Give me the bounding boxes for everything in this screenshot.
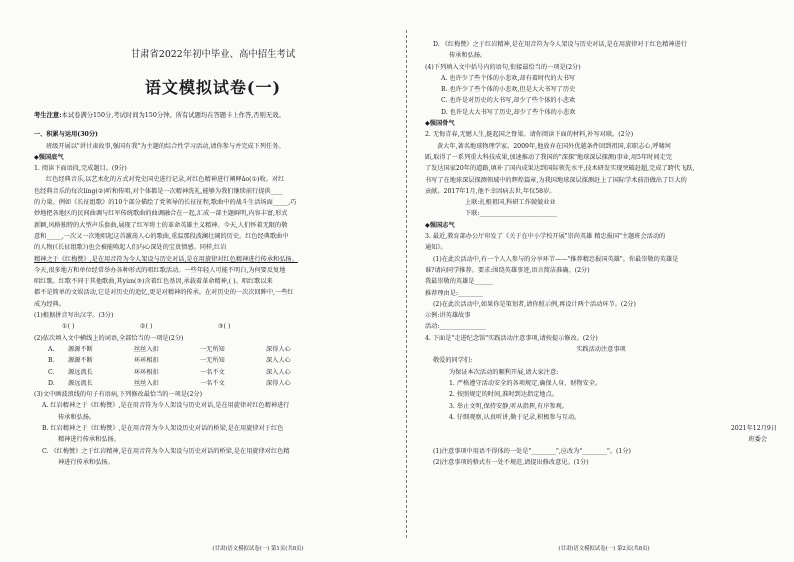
material-line: 黄大年,著名地球物理学家。2009年,他放弃在国外优越条件回到祖国,求职志心,呼啸坷 <box>437 142 671 150</box>
blank-1[interactable]: ①( ) <box>62 323 75 331</box>
notice-title: 实践活动注意事项 <box>576 346 626 354</box>
passage-line: 色经典音乐的每次líng(②)听和传唱,对个体都是一次精神洗礼,能够为我们继续前行提供____ <box>34 187 283 195</box>
option-d[interactable]: D. 《红梅赞》之于红岩精神,是在用音符为今人架设与历史对话,是在用旋律对于红色精神进行 <box>433 41 687 48</box>
passage-line: 的力量。例如《长征组歌》的10个部分描绘了党领导的长征征程,歌曲中的战斗生活场面_____,巧 <box>34 199 297 207</box>
passage-line: 成为经典。 <box>34 300 65 308</box>
option-d-cont: 传承和弘扬。 <box>449 52 487 60</box>
passage-line: 今天,很多地方和单位经常举办各种形式的唱红歌活动。一些年轻人可能不明白,为何要反复地 <box>34 266 286 274</box>
example-text: 示例:讲英雄故事 <box>425 312 471 320</box>
material-line: 跖,取得了一系列重大科技成果,加速推动了我国的"深探"地球深层探测)事业,用5年时间走完 <box>425 153 672 161</box>
reading-passage <box>34 174 392 310</box>
notice-text: 本试卷满分150分,考试时间为150分钟。所有试题均在答题卡上作答,否则无效。 <box>61 112 285 119</box>
question-1: 1. 阅读下面语段,完成题目。(9分) <box>34 165 127 173</box>
exam-title: 甘肃省2022年初中毕业、高中招生考试 <box>130 49 296 60</box>
option-c[interactable]: C. 《红梅赞》之于红岩精神,是在用音符为今人架设与历史对话的桥梁,是在用旋律对红色精 <box>42 447 290 455</box>
notice-rule: 3. 举止文明,保持安静,听从指挥,有序参观。 <box>449 402 568 410</box>
notice-greeting: 敬爱的同学们: <box>433 357 473 365</box>
couplet-lower[interactable]: 下联:_________________________ <box>465 210 557 218</box>
question-1-4: (4)下列填入文中括号内的语句,衔接最恰当的一项是(2分) <box>425 63 581 71</box>
option-d[interactable]: D. 也许是大大书写了历史,却少了些个体的小悲欢 <box>441 108 576 116</box>
section-heading: 一、积累与运用(30分) <box>34 131 98 139</box>
passage-line: 新颖,风格独特的大型声乐套曲,展现了红军将士的革命英雄主义精神。今天,人们怀着无限的敬 <box>34 221 288 229</box>
question-1-1: (1)根据拼音写出汉字。(3分) <box>34 312 114 320</box>
notice-rule: 2. 按照规定的时间,准时到达指定地点。 <box>449 391 558 399</box>
material-line: 贡献。2017年1月,他不幸因病去世,年仅58岁。 <box>425 187 556 195</box>
option-b[interactable]: B. 红岩精神之于《红梅赞》,是在用音符为今人架设历史对话的桥梁,是在用旋律对于红色 <box>42 425 284 433</box>
page-footer-right: (甘肃)语文模拟试卷(一) 第2页(共8页) <box>558 546 650 552</box>
passage-line: 唱红歌。红歌不同于其他歌曲,其yùn(③)含着红色基因,承载着革命精神,( )。唱红歌以来 <box>34 278 273 286</box>
notice-rule: 4. 仔细观察,认真听讲,勤于记录,积极参与互动。 <box>449 413 581 421</box>
question-3-2: (2)在此次活动中,如果你是策划者,请你照示例,再设计两个活动环节。(2分) <box>433 300 636 308</box>
option-c-cont: 神进行传承和弘扬。 <box>58 458 114 466</box>
option-row[interactable]: B. 源源不断 环环相扣 一无所知 深入人心 <box>48 357 291 365</box>
activity-answer-field[interactable]: 活动:_______________ <box>425 323 486 331</box>
option-b-cont: 精神进行传承和弘扬。 <box>58 436 120 444</box>
question-4-2: (2)注意事项的格式有一处不规范,请提出修改意见。(1分) <box>433 458 589 466</box>
topic-heading: ◆强国底气 <box>34 153 64 161</box>
material-line: 了发达国家20年的道路,填补了国内成果达到国际领先水平,技术研发实现突破赶超,完成了跨代飞跃, <box>425 165 695 173</box>
question-3-1: (1)在此次活动中,有一个人人参与的分享环节——"推荐精忠报国英雄"。你最崇敬的英雄是 <box>433 255 679 263</box>
left-column <box>34 34 392 468</box>
hero-answer-field[interactable]: 我最崇敬的英雄是______ <box>425 278 494 286</box>
option-a-cont: 传承和弘扬。 <box>58 413 96 421</box>
question-3-1-cont: 谁?请向同学推荐。要求:围绕英雄事迹,语言简洁准确。(2分) <box>425 266 590 274</box>
section-intro: 班级开展以"讲甘肃故事,强国有我"为主题的综合性学习活动,请你参与并完成下列任务。 <box>46 142 285 150</box>
question-2: 2. 无悔青春,无憾人生,挺起国之脊梁。请你阅读下面的材料,补写对联。(2分) <box>425 131 634 139</box>
notice-date: 2021年12月9日 <box>730 425 777 433</box>
reason-answer-field[interactable]: 推荐理由是:________ <box>425 289 483 297</box>
passage-line: 的人物(《长征组歌》)也会被能唤起人们内心深处的宝贵情感。同样,红岩 <box>34 244 227 252</box>
column-divider <box>406 30 407 538</box>
option-row[interactable]: C. 源远流长 环环相扣 一名不文 深入人心 <box>48 368 291 376</box>
blank-2[interactable]: ②( ) <box>140 323 153 331</box>
passage-line: 妙地把各地区的民间曲调与红军传统歌曲的曲调融合在一起,汇成一部主题鲜明,内容丰富,形式 <box>34 210 288 218</box>
notice-signer: 班委会 <box>748 436 767 444</box>
topic-heading: ◆强国志气 <box>425 221 455 229</box>
option-row[interactable]: A. 源源不断 丝丝入扣 一无所知 深得人心 <box>48 345 291 353</box>
material-line: 书写了在地球深层探测领域中的辉煌篇章,为我国地球深层探测赶上了国际学术前沿做出了巨大的 <box>425 176 687 184</box>
notice-label: 考生注意: <box>34 112 62 119</box>
pinyin-blanks <box>34 321 392 332</box>
paper-title: 语文模拟试卷(一) <box>144 78 282 97</box>
question-3: 3. 最近,教育部办公厅印发了《关于在中小学校开展"崇尚英雄 精忠报国"主题班会活动的 <box>425 233 666 241</box>
page-footer-left: (甘肃)语文模拟试卷(一) 第1页(共8页) <box>212 546 304 552</box>
notice-purpose: 为保证本次活动的顺利开展,请大家注意: <box>449 368 559 376</box>
notice-rule: 1. 严格遵守活动安全的各项规定,确保人身、财物安全。 <box>449 379 602 387</box>
option-c[interactable]: C. 也许是对历史的大书写,却少了些个体的小悲欢 <box>441 97 576 105</box>
passage-line: 红色经典音乐,以艺术化的方式对党史国史进行记录,对红色精神进行阐释ǎo(①)收。对红 <box>46 176 285 184</box>
topic-heading: ◆强国骨气 <box>425 120 455 128</box>
option-a[interactable]: A. 也许少了些个体的小悲欢,却有着时代的大书写 <box>441 74 576 82</box>
question-1-3: (3)文中画波浪线的句子有语病,下列修改最恰当的一项是(2分) <box>34 391 202 399</box>
blank-3[interactable]: ③( ) <box>218 323 231 331</box>
exam-notice <box>34 110 392 121</box>
passage-line: 意和_____,一次又一次地唱起这首激荡人心的歌曲,重温那段波澜壮阔的历史。红色经典歌曲中 <box>34 232 289 240</box>
question-1-2: (2)依次填入文中横线上的词语,全部恰当的一项是(2分) <box>34 334 184 342</box>
right-column <box>425 39 777 468</box>
couplet-upper: 上联:扎根祖国,科研工作兢兢业业 <box>465 199 556 207</box>
option-b[interactable]: B. 也许少了些个体的小悲欢,但是大大书写了历史 <box>441 86 576 94</box>
question-3-cont: 通知》。 <box>425 244 447 252</box>
option-row[interactable]: D. 源远流长 丝丝入扣 一名不文 深得人心 <box>48 379 291 387</box>
passage-line-wavy: 精神之于《红梅赞》,是在用音符为今人架设与历史对话,是在用旋律对红色精神进行传承和弘扬。 <box>34 255 298 263</box>
question-4: 4. 下面是"走进纪念馆"实践活动注意事项,请按提示修改。(2分) <box>425 334 598 342</box>
question-4-1: (1)注意事项中用语不得体的一处是"________",应改为"________"。(1分) <box>433 447 631 455</box>
option-a[interactable]: A. 红岩精神之于《红梅赞》,是在用音符为今人架设与历史对话,是在用旋律对红色精神进行 <box>42 402 290 410</box>
passage-line: 都不是简单的文娱活动,它是对历史的追忆,更是对精神的传承。在对历史的一次次回眸中,一些红 <box>34 289 294 297</box>
